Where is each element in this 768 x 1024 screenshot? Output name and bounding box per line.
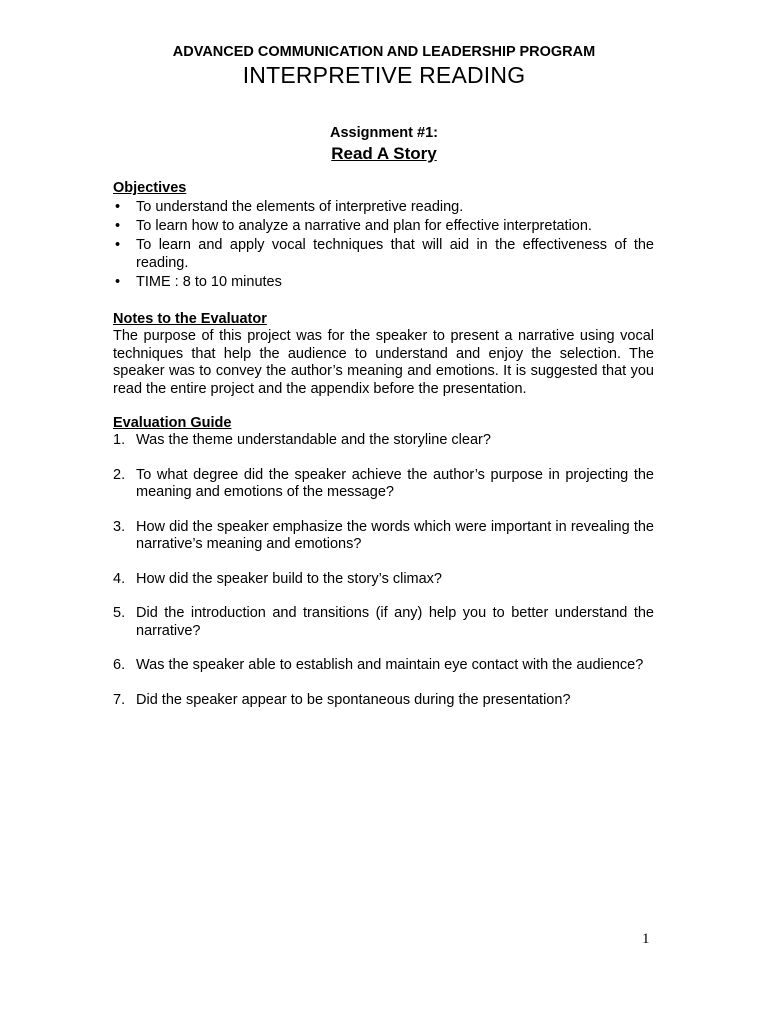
bullet-icon: • [115,237,121,253]
question-item [113,657,654,675]
question-text: Was the speaker able to establish and maintain eye contact with the audience? [136,657,644,673]
question-number: 6. [113,657,126,673]
evaluation-questions [113,432,654,726]
assignment-subtitle: Read A Story [331,144,437,163]
question-text: Did the introduction and transitions (if any) help you to better understand the narrative? [136,605,654,639]
notes-paragraph: The purpose of this project was for the speaker to present a narrative using vocal techniques that help the audience to understand and enjoy the selection. The speaker was to convey the author’s meaning and emotions. It is suggested that you read the entire project and the appendix before the presentation. [113,328,654,397]
question-text: How did the speaker emphasize the words which were important in revealing the narrative’s meaning and emotions? [136,518,654,552]
objective-item [113,217,654,235]
objective-text: TIME : 8 to 10 minutes [136,274,282,290]
bullet-icon: • [115,274,121,290]
question-number: 2. [113,466,126,483]
question-text: Did the speaker appear to be spontaneous during the presentation? [136,691,571,708]
question-item [113,432,654,450]
objective-text: To learn and apply vocal techniques that will aid in the effectiveness of the reading. [136,237,654,271]
question-number: 1. [113,432,126,448]
objectives-list [113,198,654,292]
question-text: To what degree did the speaker achieve the author’s purpose in projecting the meaning and emotions of the message? [136,466,654,500]
evaluation-heading: Evaluation Guide [113,415,232,431]
objectives-heading: Objectives [113,180,187,196]
question-item [113,692,654,710]
question-number: 7. [113,691,126,708]
objective-item [113,198,654,216]
question-number: 3. [113,518,126,535]
program-name: ADVANCED COMMUNICATION AND LEADERSHIP PROGRAM [172,44,596,60]
objective-item [113,236,654,272]
question-item [113,605,654,640]
question-item [113,571,654,589]
question-text: How did the speaker build to the story’s climax? [136,570,442,587]
objective-text: To understand the elements of interpretive reading. [136,199,464,215]
question-item [113,519,654,554]
notes-heading: Notes to the Evaluator [113,311,267,327]
objective-item [113,273,654,291]
bullet-icon: • [115,218,121,234]
question-text: Was the theme understandable and the storyline clear? [136,432,491,448]
question-item [113,467,654,502]
page-number: 1 [642,931,650,947]
objective-text: To learn how to analyze a narrative and plan for effective interpretation. [136,218,592,234]
question-number: 4. [113,570,126,587]
assignment-label: Assignment #1: [330,125,438,141]
question-number: 5. [113,605,126,621]
bullet-icon: • [115,199,121,215]
page-title: INTERPRETIVE READING [242,62,526,88]
